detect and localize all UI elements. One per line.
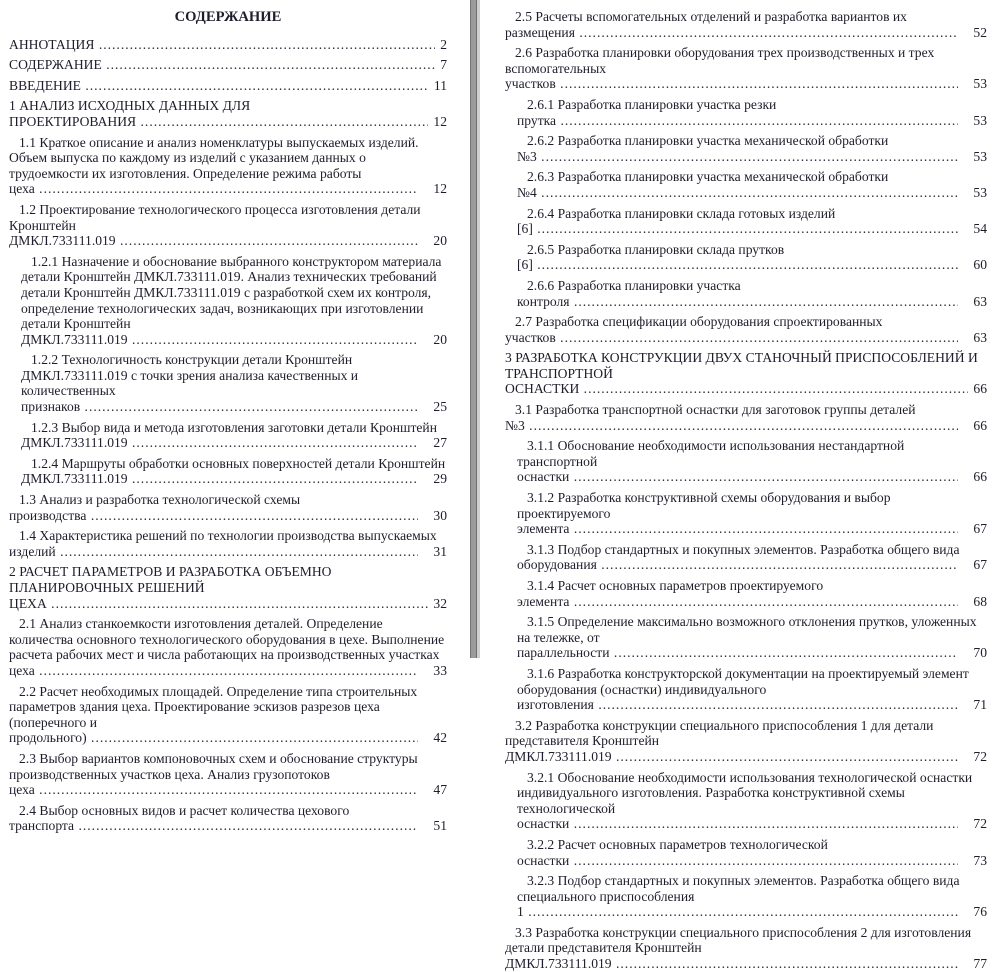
toc-entry-text: 1.2.4 Маршруты обработки основных поверхностей детали Кронштейн ДМКЛ.733111.019 .....	[21, 456, 447, 487]
toc-entry[interactable]	[505, 873, 987, 920]
toc-entry[interactable]	[505, 438, 987, 485]
toc-entry[interactable]	[9, 528, 447, 559]
toc-entry[interactable]	[9, 135, 447, 197]
toc-entry[interactable]	[505, 614, 987, 661]
toc-entry-page-number: 12	[428, 114, 447, 130]
toc-entry-page-number: 77	[958, 956, 987, 972]
toc-entry-text: ВВЕДЕНИЕ .....	[9, 78, 447, 93]
toc-entry[interactable]	[505, 169, 987, 200]
toc-entry-page-number: 67	[958, 521, 987, 537]
toc-entry-page-number: 73	[958, 853, 987, 869]
toc-entry-page-number: 71	[958, 697, 987, 713]
toc-entry-page-number: 63	[958, 330, 987, 346]
toc-entry[interactable]	[9, 420, 447, 451]
toc-entry-page-number: 72	[958, 749, 987, 765]
toc-entry-page-number: 76	[958, 904, 987, 920]
toc-entry[interactable]	[505, 666, 987, 713]
toc-entry-text: 3.1.5 Определение максимально возможного отклонения прутков, уложенных на тележке, от параллельности .....	[517, 614, 987, 660]
toc-entry-text: 3 РАЗРАБОТКА КОНСТРУКЦИИ ДВУХ СТАНОЧНЫЙ ПРИСПОСОБЛЕНИЙ И ТРАНСПОРТНОЙ ОСНАСТКИ .....	[505, 350, 987, 396]
toc-entry-page-number: 53	[958, 185, 987, 201]
toc-entry-text: 2.6.4 Разработка планировки склада готовых изделий [6] .....	[517, 206, 987, 237]
toc-entry-text: 2.6.1 Разработка планировки участка резки прутка .....	[517, 97, 987, 128]
toc-entry-text: 3.1.1 Обоснование необходимости использования нестандартной транспортной оснастки .....	[517, 438, 987, 484]
toc-entry[interactable]	[505, 45, 987, 92]
toc-entry-text: 1.2.2 Технологичность конструкции детали Кронштейн ДМКЛ.733111.019 с точки зрения анализа качественных и количественных признаков .....	[21, 352, 447, 414]
toc-entry-text: 2.7 Разработка спецификации оборудования спроектированных участков .....	[505, 314, 987, 345]
toc-entry-page-number: 7	[435, 57, 447, 73]
toc-entry-page-number: 54	[958, 221, 987, 237]
toc-entry[interactable]	[505, 718, 987, 765]
toc-entry[interactable]	[9, 751, 447, 798]
toc-entry-text: 2.3 Выбор вариантов компоновочных схем и обоснование структуры производственных участков цеха. Анализ грузопотоков цеха .....	[9, 751, 447, 797]
toc-entry[interactable]	[9, 492, 447, 523]
toc-entry-text: 2.4 Выбор основных видов и расчет количества цехового транспорта .....	[9, 803, 447, 834]
toc-entry[interactable]	[505, 542, 987, 573]
toc-entry-text: 1.1 Краткое описание и анализ номенклатуры выпускаемых изделий. Объем выпуска по каждому из изделий с указанием данных о трудоемкости их изготовления. Определение режима работы цеха .....	[9, 135, 447, 197]
toc-entry-text: 3.2.3 Подбор стандартных и покупных элементов. Разработка общего вида специального приспособления 1 .....	[517, 873, 987, 919]
toc-entry-page-number: 52	[958, 25, 987, 41]
toc-entry-page-number: 53	[958, 149, 987, 165]
toc-entry-page-number: 12	[418, 181, 447, 197]
toc-entry[interactable]	[505, 350, 987, 397]
toc-entry-text: 3.2.1 Обоснование необходимости использования технологической оснастки индивидуального изготовления. Разработка конструктивной схемы технологической оснастки .....	[517, 770, 987, 832]
toc-list-right	[505, 9, 987, 972]
toc-entry-page-number: 20	[418, 233, 447, 249]
toc-entry-text: СОДЕРЖАНИЕ .....	[9, 57, 447, 72]
toc-entry[interactable]	[505, 578, 987, 609]
toc-entry[interactable]	[505, 314, 987, 345]
toc-entry-page-number: 66	[958, 469, 987, 485]
toc-entry-page-number: 2	[435, 37, 447, 53]
toc-entry[interactable]	[9, 564, 447, 611]
toc-entry-page-number: 53	[958, 113, 987, 129]
toc-entry-page-number: 27	[418, 435, 447, 451]
toc-entry-page-number: 25	[418, 399, 447, 415]
toc-entry-text: 3.2 Разработка конструкции специального приспособления 1 для детали представителя Кронштейн ДМКЛ.733111.019 .....	[505, 718, 987, 764]
toc-entry-text: 3.3 Разработка конструкции специального приспособления 2 для изготовления детали представителя Кронштейн ДМКЛ.733111.019 .....	[505, 925, 987, 971]
toc-entry-text: 1.2.3 Выбор вида и метода изготовления заготовки детали Кронштейн ДМКЛ.733111.019 .....	[21, 420, 447, 451]
toc-entry-page-number: 53	[958, 76, 987, 92]
toc-entry[interactable]	[505, 770, 987, 832]
toc-entry-text: 2.6.5 Разработка планировки склада прутков [6] .....	[517, 242, 987, 273]
toc-entry-page-number: 31	[418, 544, 447, 560]
toc-entry-text: 2.6.2 Разработка планировки участка механической обработки №3 .....	[517, 133, 987, 164]
toc-entry-text: 3.2.2 Расчет основных параметров технологической оснастки .....	[517, 837, 987, 868]
toc-entry-text: 1.4 Характеристика решений по технологии производства выпускаемых изделий .....	[9, 528, 447, 559]
toc-entry-text: 2.2 Расчет необходимых площадей. Определение типа строительных параметров здания цеха. Проектирование эскизов разрезов цеха (поперечного и продольного) .....	[9, 684, 447, 746]
toc-entry[interactable]	[9, 684, 447, 746]
toc-entry[interactable]	[9, 202, 447, 249]
toc-entry-page-number: 68	[958, 594, 987, 610]
toc-entry-text: АННОТАЦИЯ .....	[9, 37, 447, 52]
toc-entry[interactable]	[9, 456, 447, 487]
toc-entry-text: 2.1 Анализ станкоемкости изготовления деталей. Определение количества основного технологического оборудования в цехе. Выполнение расчета рабочих мест и числа работающих на производственных участках цеха .....	[9, 616, 447, 678]
toc-entry[interactable]	[505, 9, 987, 40]
toc-entry-page-number: 51	[418, 818, 447, 834]
page-divider	[470, 0, 480, 658]
toc-entry-text: 3.1.3 Подбор стандартных и покупных элементов. Разработка общего вида оборудования .....	[517, 542, 987, 573]
toc-entry-page-number: 11	[429, 78, 447, 94]
toc-entry-text: 2.6.6 Разработка планировки участка контроля .....	[517, 278, 987, 309]
toc-entry[interactable]	[9, 803, 447, 834]
toc-entry-page-number: 32	[428, 596, 447, 612]
toc-entry[interactable]	[9, 78, 447, 94]
toc-entry-text: 3.1.4 Расчет основных параметров проектируемого элемента .....	[517, 578, 987, 609]
toc-entry-text: 2.6.3 Разработка планировки участка механической обработки №4 .....	[517, 169, 987, 200]
page-left	[0, 0, 470, 834]
toc-entry-page-number: 42	[418, 730, 447, 746]
toc-entry-page-number: 72	[958, 816, 987, 832]
toc-entry[interactable]	[505, 242, 987, 273]
toc-entry-page-number: 29	[418, 471, 447, 487]
toc-entry-page-number: 66	[958, 418, 987, 434]
toc-entry[interactable]	[505, 490, 987, 537]
toc-entry-page-number: 20	[418, 332, 447, 348]
toc-entry[interactable]	[9, 616, 447, 678]
toc-entry[interactable]	[505, 925, 987, 972]
toc-entry-page-number: 60	[958, 257, 987, 273]
toc-entry-text: 1 АНАЛИЗ ИСХОДНЫХ ДАННЫХ ДЛЯ ПРОЕКТИРОВАНИЯ .....	[9, 98, 447, 129]
toc-entry[interactable]	[505, 206, 987, 237]
toc-entry-text: 1.3 Анализ и разработка технологической схемы производства .....	[9, 492, 447, 523]
toc-title: СОДЕРЖАНИЕ	[174, 9, 282, 25]
toc-entry[interactable]	[505, 133, 987, 164]
toc-list-left	[9, 37, 447, 834]
toc-entry-text: 1.2 Проектирование технологического процесса изготовления детали Кронштейн ДМКЛ.733111.019 .....	[9, 202, 447, 248]
toc-entry[interactable]	[9, 254, 447, 348]
toc-entry[interactable]	[9, 98, 447, 129]
toc-entry[interactable]	[505, 278, 987, 309]
toc-entry-page-number: 70	[958, 645, 987, 661]
page-right	[480, 0, 1000, 972]
toc-entry-text: 3.1.2 Разработка конструктивной схемы оборудования и выбор проектируемого элемента .....	[517, 490, 987, 536]
toc-entry-text: 2.6 Разработка планировки оборудования трех производственных и трех вспомогательных участков .....	[505, 45, 987, 91]
toc-entry-text: 3.1 Разработка транспортной оснастки для заготовок группы деталей №3 .....	[505, 402, 987, 433]
toc-entry-text: 3.1.6 Разработка конструкторской документации на проектируемый элемент оборудования (оснастки) индивидуального изготовления .....	[517, 666, 987, 712]
toc-entry-page-number: 30	[418, 508, 447, 524]
toc-entry[interactable]	[505, 97, 987, 128]
toc-entry[interactable]	[9, 57, 447, 73]
toc-entry-page-number: 33	[418, 663, 447, 679]
toc-entry[interactable]	[505, 837, 987, 868]
toc-entry-text: 2 РАСЧЕТ ПАРАМЕТРОВ И РАЗРАБОТКА ОБЪЕМНО ПЛАНИРОВОЧНЫХ РЕШЕНИЙ ЦЕХА .....	[9, 564, 447, 610]
toc-entry-page-number: 66	[968, 381, 987, 397]
toc-entry[interactable]	[9, 37, 447, 53]
toc-entry-text: 2.5 Расчеты вспомогательных отделений и разработка вариантов их размещения .....	[505, 9, 987, 40]
toc-entry-text: 1.2.1 Назначение и обоснование выбранного конструктором материала детали Кронштейн ДМКЛ.733111.019. Анализ технических требований детали Кронштейн ДМКЛ.733111.019 с разработкой схем их контроля, определение технологических задач, возникающих при изготовлении детали Кронштейн ДМКЛ.733111.019 .....	[21, 254, 447, 347]
toc-entry-page-number: 47	[418, 782, 447, 798]
toc-entry[interactable]	[505, 402, 987, 433]
toc-entry[interactable]	[9, 352, 447, 414]
toc-entry-page-number: 63	[958, 294, 987, 310]
toc-entry-page-number: 67	[958, 557, 987, 573]
